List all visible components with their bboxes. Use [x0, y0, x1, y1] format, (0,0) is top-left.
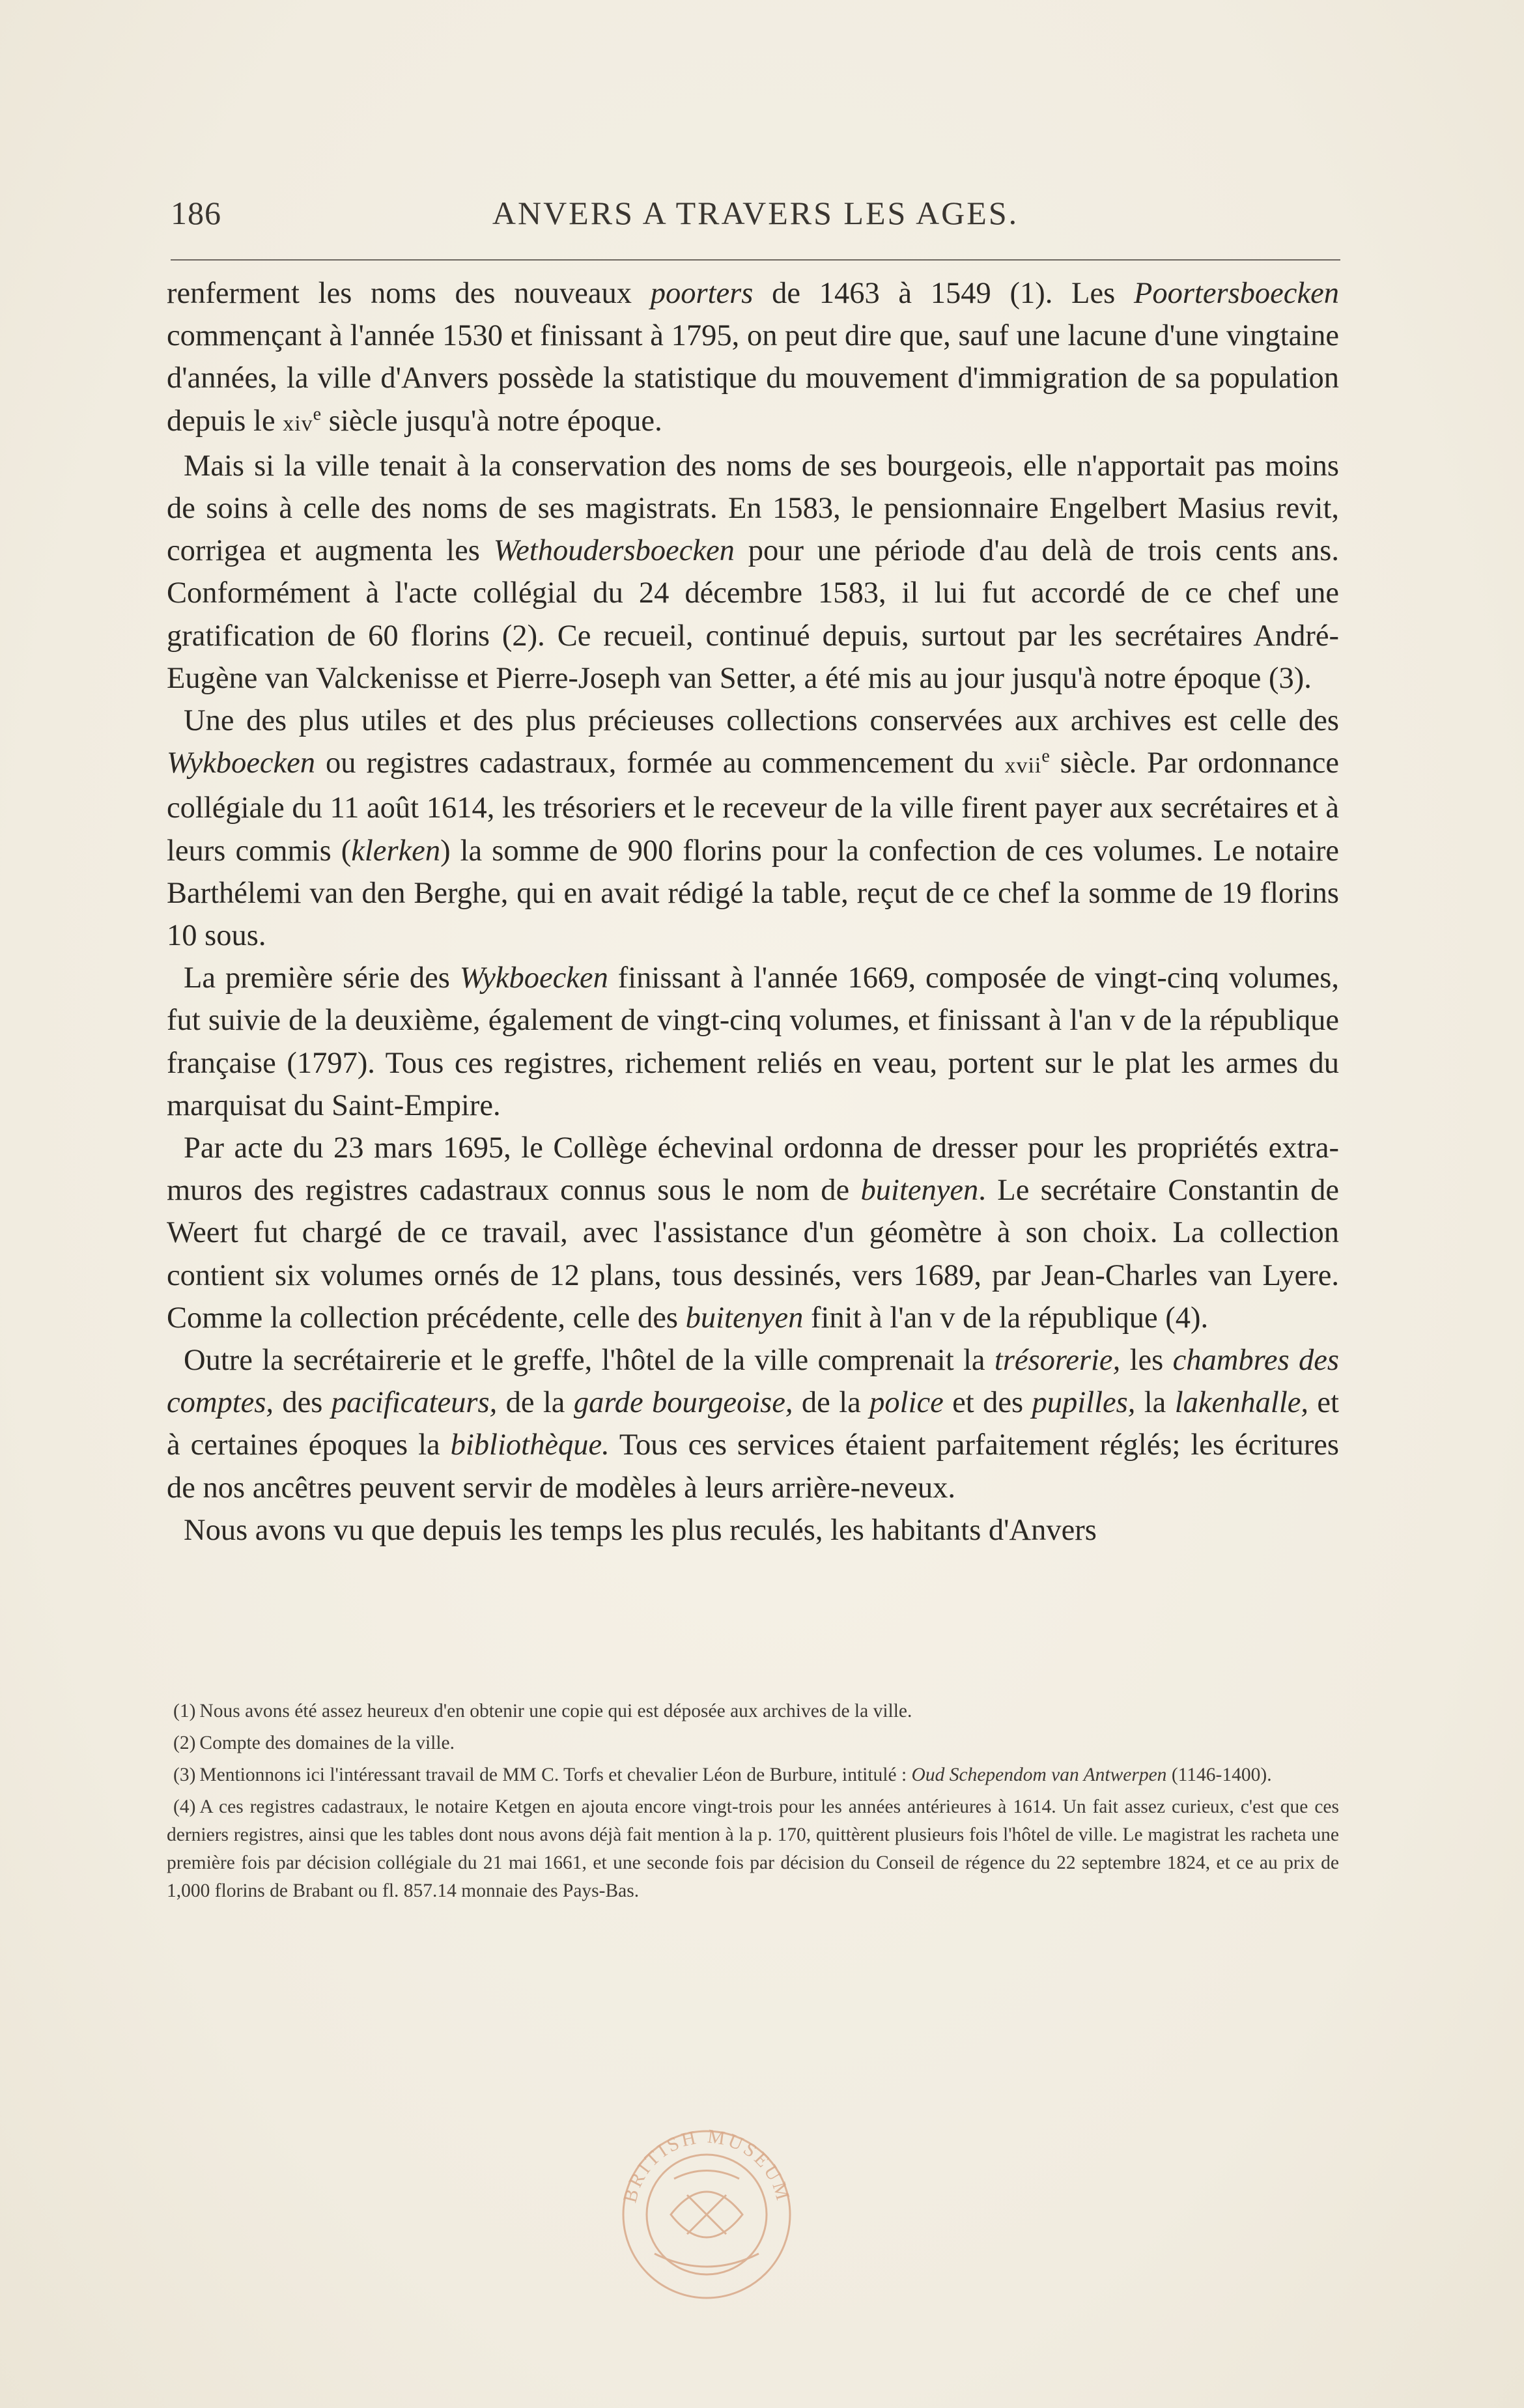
footnote-number: (2): [173, 1733, 196, 1753]
footnote: (1) Nous avons été assez heureux d'en obtenir une copie qui est déposée aux archives de la ville.: [173, 1701, 912, 1721]
library-stamp: [609, 2117, 804, 2306]
main-text: [167, 272, 1339, 1551]
footnote-number: (4): [173, 1796, 196, 1817]
seal-icon: [609, 2117, 804, 2306]
paragraph: Par acte du 23 mars 1695, le Collège échevinal ordonna de dresser pour les propriétés extra-muros des registres cadastraux connus sous le nom de buitenyen. Le secrétaire Constantin de Weert fut chargé de ce travail, avec l'assistance d'un géomètre à son choix. La collection contient six volumes ornés de 12 plans, tous dessinés, vers 1689, par Jean-Charles van Lyere. Comme la collection précédente, celle des buitenyen finit à l'an v de la république (4).: [167, 1131, 1339, 1335]
paragraph: Nous avons vu que depuis les temps les plus reculés, les habitants d'Anvers: [184, 1513, 1097, 1547]
paragraph: Mais si la ville tenait à la conservation des noms de ses bourgeois, elle n'apportait pas moins de soins à celle des noms de ses magistrats. En 1583, le pensionnaire Engelbert Masius revit, corrigea et augmenta les Wethoudersboecken pour une période d'au delà de trois cents ans. Conformément à l'acte collégial du 24 décembre 1583, il lui fut accordé de ce chef une gratification de 60 florins (2). Ce recueil, continué depuis, surtout par les secrétaires André-Eugène van Valckenisse et Pierre-Joseph van Setter, a été mis au jour jusqu'à notre époque (3).: [167, 449, 1339, 695]
running-title: ANVERS A TRAVERS LES AGES.: [492, 195, 1019, 231]
footnote: (4) A ces registres cadastraux, le notaire Ketgen en ajouta encore vingt-trois pour les années antérieures à 1614. Un fait assez curieux, c'est que ces derniers registres, ainsi que les tables dont nous avons déjà fait mention à la p. 170, quittèrent plusieurs fois l'hôtel de ville. Le magistrat les racheta une première fois par décision collégiale du 21 mai 1661, et une seconde fois par décision du Conseil de régence du 22 septembre 1824, et ce au prix de 1,000 florins de Brabant ou fl. 857.14 monnaie des Pays-Bas.: [167, 1796, 1339, 1901]
page-header: [171, 194, 1340, 246]
paragraph: La première série des Wykboecken finissant à l'année 1669, composée de vingt-cinq volumes, fut suivie de la deuxième, également de vingt-cinq volumes, et finissant à l'an v de la république française (1797). Tous ces registres, richement reliés en veau, portent sur le plat les armes du marquisat du Saint-Empire.: [167, 961, 1339, 1122]
paragraph: renferment les noms des nouveaux poorters de 1463 à 1549 (1). Les Poortersboecken commençant à l'année 1530 et finissant à 1795, on peut dire que, sauf une lacune d'une vingtaine d'années, la ville d'Anvers possède la statistique du mouvement d'immigration de sa population depuis le xiv$^e$ siècle jusqu'à notre époque.: [167, 277, 1339, 438]
paragraph: Une des plus utiles et des plus précieuses collections conservées aux archives est celle des Wykboecken ou registres cadastraux, formée au commencement du xvii$^e$ siècle. Par ordonnance collégiale du 11 août 1614, les trésoriers et le receveur de la ville firent payer aux secrétaires et à leurs commis (klerken) la somme de 900 florins pour la confection de ces volumes. Le notaire Barthélemi van den Berghe, qui en avait rédigé la table, reçut de ce chef la somme de 19 florins 10 sous.: [167, 704, 1339, 953]
footnote-number: (1): [173, 1701, 196, 1721]
svg-text:BRITISH MUSEUM: BRITISH MUSEUM: [619, 2125, 795, 2205]
footnotes: [167, 1697, 1339, 1909]
footnote: (2) Compte des domaines de la ville.: [173, 1733, 455, 1753]
paragraph: Outre la secrétairerie et le greffe, l'hôtel de la ville comprenait la trésorerie, les chambres des comptes, des pacificateurs, de la garde bourgeoise, de la police et des pupilles, la lakenhalle, et à certaines époques la bibliothèque. Tous ces services étaient parfaitement réglés; les écritures de nos ancêtres peuvent servir de modèles à leurs arrière-neveux.: [167, 1344, 1340, 1505]
footnote: (3) Mentionnons ici l'intéressant travail de MM C. Torfs et chevalier Léon de Burbure, intitulé : Oud Schependom van Antwerpen (1146-1400).: [173, 1764, 1272, 1785]
header-rule: [171, 259, 1340, 261]
page-number: 186: [171, 195, 221, 231]
footnote-number: (3): [173, 1764, 196, 1785]
